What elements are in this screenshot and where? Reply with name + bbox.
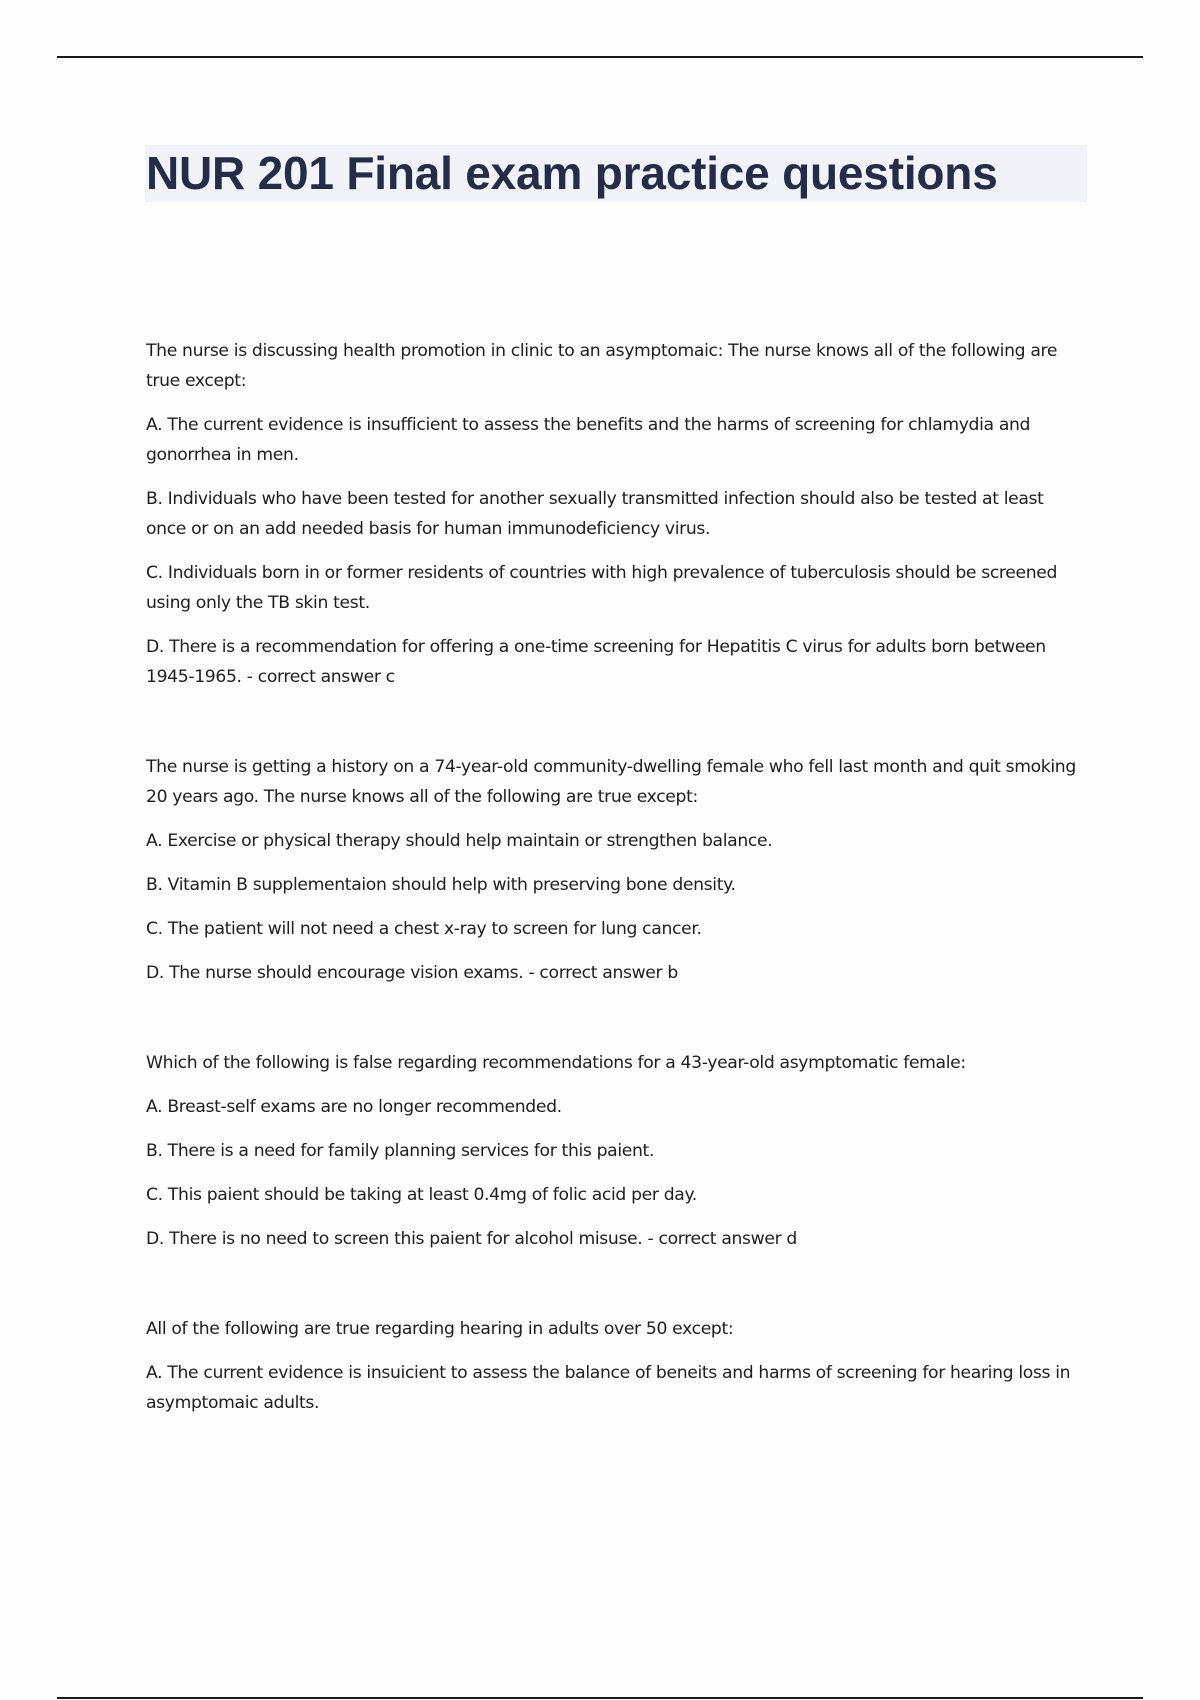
question-3 (146, 1048, 1086, 1254)
answer-option-c: C. The patient will not need a chest x-ray to screen for lung cancer. (146, 919, 702, 939)
question-stem: Which of the following is false regarding recommendations for a 43-year-old asymptomatic female: (146, 1053, 966, 1073)
answer-option-d: D. There is no need to screen this paient for alcohol misuse. - correct answer d (146, 1229, 797, 1249)
answer-option-b: B. Vitamin B supplementaion should help with preserving bone density. (146, 875, 736, 895)
question-stem: The nurse is discussing health promotion in clinic to an asymptomaic: The nurse knows all of the following are true except: (146, 341, 1058, 391)
footer-rule (57, 1697, 1143, 1699)
answer-option-a: A. The current evidence is insufficient to assess the benefits and the harms of screening for chlamydia and gonorrhea in men. (146, 415, 1031, 465)
question-1 (146, 336, 1086, 692)
question-list (146, 336, 1086, 1478)
question-stem: The nurse is getting a history on a 74-year-old community-dwelling female who fell last month and quit smoking 20 years ago. The nurse knows all of the following are true except: (146, 757, 1076, 807)
answer-option-d: D. The nurse should encourage vision exams. - correct answer b (146, 963, 678, 983)
document-title: NUR 201 Final exam practice questions (146, 147, 998, 199)
answer-option-a: A. The current evidence is insuicient to assess the balance of beneits and harms of screening for hearing loss in asymptomaic adults. (146, 1363, 1071, 1413)
answer-option-c: C. Individuals born in or former residents of countries with high prevalence of tuberculosis should be screened using only the TB skin test. (146, 563, 1058, 613)
answer-option-a: A. Exercise or physical therapy should help maintain or strengthen balance. (146, 831, 773, 851)
answer-option-b: B. There is a need for family planning services for this paient. (146, 1141, 655, 1161)
answer-option-a: A. Breast-self exams are no longer recommended. (146, 1097, 562, 1117)
question-4 (146, 1314, 1086, 1418)
answer-option-d: D. There is a recommendation for offering a one-time screening for Hepatitis C virus for adults born between 1945-1965. - correct answer c (146, 637, 1046, 687)
header-rule (57, 56, 1143, 58)
answer-option-c: C. This paient should be taking at least 0.4mg of folic acid per day. (146, 1185, 697, 1205)
answer-option-b: B. Individuals who have been tested for another sexually transmitted infection should also be tested at least once or on an add needed basis for human immunodeficiency virus. (146, 489, 1044, 539)
question-stem: All of the following are true regarding hearing in adults over 50 except: (146, 1319, 734, 1339)
question-2 (146, 752, 1086, 988)
